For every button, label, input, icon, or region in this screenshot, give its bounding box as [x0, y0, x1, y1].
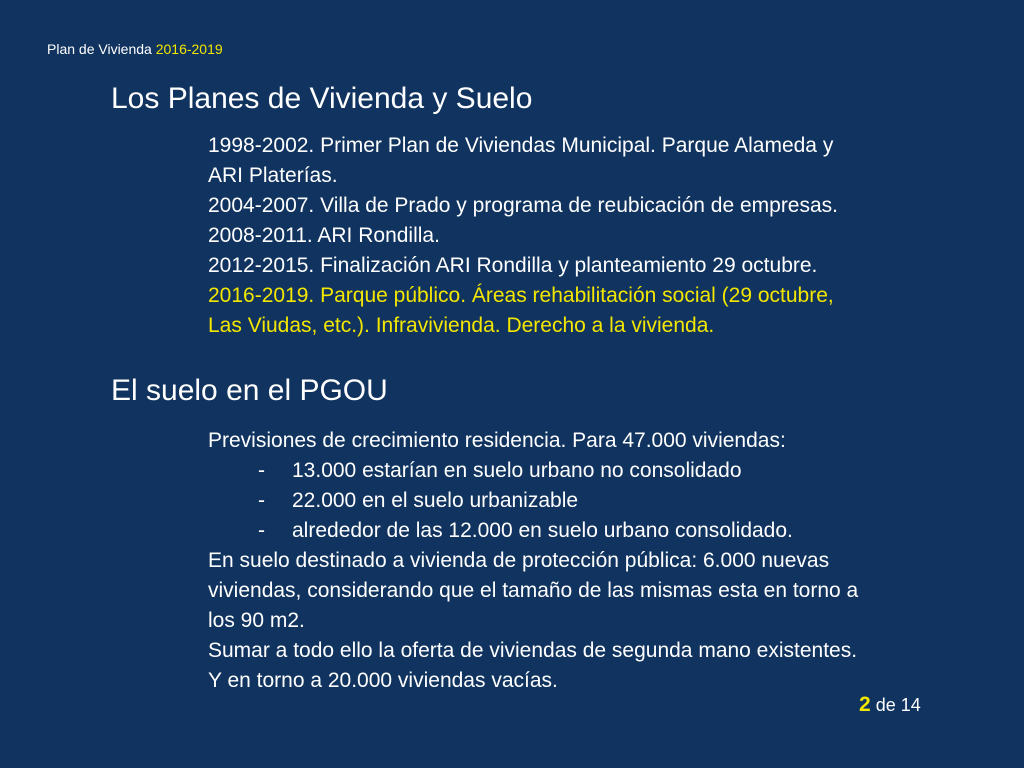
- suelo-paragraph-line: los 90 m2.: [208, 609, 305, 632]
- suelo-paragraph-line: viviendas, considerando que el tamaño de las mismas esta en torno a: [208, 579, 859, 602]
- bullet-item: [208, 456, 1008, 486]
- bullet-marker: -: [258, 489, 265, 512]
- bullet-marker: -: [258, 519, 265, 542]
- page-separator: de: [875, 695, 896, 715]
- section-title-suelo: El suelo en el PGOU: [111, 374, 388, 407]
- suelo-paragraph-line: Sumar a todo ello la oferta de viviendas de segunda mano existentes.: [208, 639, 858, 662]
- plan-line-highlight: 2016-2019. Parque público. Áreas rehabilitación social (29 octubre,: [208, 284, 834, 307]
- header-years: 2016-2019: [155, 41, 223, 57]
- plan-line-highlight: Las Viudas, etc.). Infravivienda. Derecho a la vivienda.: [208, 314, 715, 337]
- bullet-item: [208, 486, 1008, 516]
- header-label: Plan de Vivienda: [47, 41, 152, 57]
- suelo-intro: Previsiones de crecimiento residencia. Para 47.000 viviendas:: [208, 429, 786, 452]
- plan-line: 1998-2002. Primer Plan de Viviendas Municipal. Parque Alameda y: [208, 134, 834, 157]
- plan-line: ARI Platerías.: [208, 164, 338, 187]
- plan-line: 2004-2007. Villa de Prado y programa de reubicación de empresas.: [208, 194, 838, 217]
- plan-line: 2012-2015. Finalización ARI Rondilla y planteamiento 29 octubre.: [208, 254, 818, 277]
- suelo-content: [208, 426, 1008, 696]
- suelo-paragraph-line: Y en torno a 20.000 viviendas vacías.: [208, 669, 558, 692]
- section-title-planes: Los Planes de Vivienda y Suelo: [111, 82, 533, 115]
- page-indicator: [859, 693, 921, 717]
- slide-header: [47, 41, 223, 57]
- bullet-item: [208, 516, 1008, 546]
- suelo-paragraph-line: En suelo destinado a vivienda de protección pública: 6.000 nuevas: [208, 549, 830, 572]
- bullet-marker: -: [258, 459, 265, 482]
- planes-list: [208, 131, 1008, 341]
- page-current: 2: [859, 693, 871, 716]
- bullet-text: 22.000 en el suelo urbanizable: [292, 489, 579, 512]
- plan-line: 2008-2011. ARI Rondilla.: [208, 224, 440, 247]
- bullet-text: alrededor de las 12.000 en suelo urbano consolidado.: [292, 519, 793, 542]
- bullet-text: 13.000 estarían en suelo urbano no consolidado: [292, 459, 742, 482]
- page-total: 14: [900, 695, 921, 715]
